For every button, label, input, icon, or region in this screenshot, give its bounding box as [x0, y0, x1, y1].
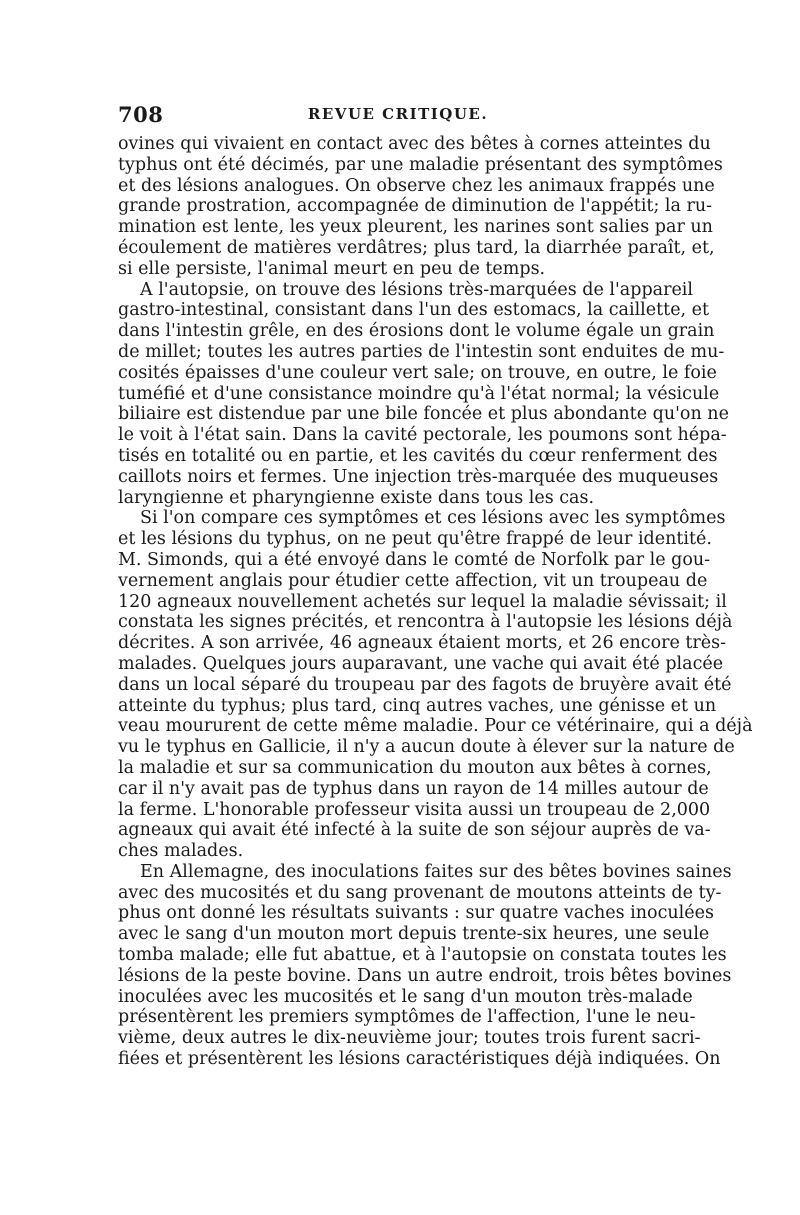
text-line: avec des mucosités et du sang provenant de moutons atteints de ty-: [118, 882, 722, 903]
text-line: tuméfié et d'une consistance moindre qu'à l'état normal; la vésicule: [118, 383, 720, 404]
text-line: si elle persiste, l'animal meurt en peu de temps.: [118, 258, 546, 279]
text-line: fiées et présentèrent les lésions caractéristiques déjà indiquées. On: [118, 1049, 721, 1070]
text-line: cosités épaisses d'une couleur vert sale; on trouve, en outre, le foie: [118, 362, 717, 383]
text-line: ovines qui vivaient en contact avec des bêtes à cornes atteintes du: [118, 134, 711, 154]
text-line: atteinte du typhus; plus tard, cinq autres vaches, une génisse et un: [118, 695, 717, 716]
text-line: dans un local séparé du troupeau par des fagots de bruyère avait été: [118, 674, 732, 695]
text-line: la ferme. L'honorable professeur visita aussi un troupeau de 2,000: [118, 799, 711, 820]
text-line: En Allemagne, des inoculations faites sur des bêtes bovines saines: [140, 861, 732, 882]
text-line: typhus ont été décimés, par une maladie présentant des symptômes: [118, 154, 723, 175]
text-line: phus ont donné les résultats suivants : sur quatre vaches inoculées: [118, 903, 714, 924]
text-line: ches malades.: [118, 841, 244, 862]
text-line: grande prostration, accompagnée de diminution de l'appétit; la ru-: [118, 196, 713, 217]
page-number: 708: [118, 102, 164, 127]
text-line: malades. Quelques jours auparavant, une vache qui avait été placée: [118, 653, 724, 674]
text-line: vu le typhus en Gallicie, il n'y a aucun doute à élever sur la nature de: [118, 737, 735, 758]
text-line: dans l'intestin grêle, en des érosions dont le volume égale un grain: [118, 321, 715, 342]
text-line: 120 agneaux nouvellement achetés sur lequel la maladie sévissait; il: [118, 591, 727, 612]
text-line: laryngienne et pharyngienne existe dans tous les cas.: [118, 487, 595, 508]
text-line: M. Simonds, qui a été envoyé dans le comté de Norfolk par le gou-: [118, 549, 711, 570]
text-line: vième, deux autres le dix-neuvième jour; toutes trois furent sacri-: [118, 1028, 701, 1049]
text-line: tomba malade; elle fut abattue, et à l'autopsie on constata toutes les: [118, 945, 727, 966]
text-line: avec le sang d'un mouton mort depuis trente-six heures, une seule: [118, 924, 710, 945]
text-line: lésions de la peste bovine. Dans un autre endroit, trois bêtes bovines: [118, 965, 732, 986]
text-line: mination est lente, les yeux pleurent, les narines sont salies par un: [118, 217, 713, 238]
text-line: Si l'on compare ces symptômes et ces lésions avec les symptômes: [140, 508, 726, 529]
page-header: [118, 102, 678, 132]
text-line: décrites. A son arrivée, 46 agneaux étaient morts, et 26 encore très-: [118, 633, 727, 654]
text-line: veau moururent de cette même maladie. Pour ce vétérinaire, qui a déjà: [118, 716, 753, 737]
text-line: biliaire est distendue par une bile foncée et plus abondante qu'on ne: [118, 404, 729, 425]
text-line: caillots noirs et fermes. Une injection très-marquée des muqueuses: [118, 466, 719, 487]
text-line: tisés en totalité ou en partie, et les cavités du cœur renferment des: [118, 445, 718, 466]
text-line: A l'autopsie, on trouve des lésions très-marquées de l'appareil: [140, 279, 693, 300]
running-head: REVUE CRITIQUE.: [307, 105, 489, 123]
text-line: agneaux qui avait été infecté à la suite de son séjour auprès de va-: [118, 820, 711, 841]
text-line: le voit à l'état sain. Dans la cavité pectorale, les poumons sont hépa-: [118, 425, 727, 446]
text-line: car il n'y avait pas de typhus dans un rayon de 14 milles autour de: [118, 778, 709, 799]
text-line: la maladie et sur sa communication du mouton aux bêtes à cornes,: [118, 757, 712, 778]
text-line: écoulement de matières verdâtres; plus tard, la diarrhée paraît, et,: [118, 237, 715, 258]
text-line: de millet; toutes les autres parties de l'intestin sont enduites de mu-: [118, 341, 725, 362]
body-text: [118, 134, 753, 1070]
text-line: et des lésions analogues. On observe chez les animaux frappés une: [118, 175, 715, 196]
text-line: inoculées avec les mucosités et le sang d'un mouton très-malade: [118, 986, 693, 1007]
text-line: constata les signes précités, et rencontra à l'autopsie les lésions déjà: [118, 612, 733, 633]
text-line: et les lésions du typhus, on ne peut qu'être frappé de leur identité.: [118, 529, 712, 550]
text-line: vernement anglais pour étudier cette affection, vit un troupeau de: [118, 570, 708, 591]
text-line: présentèrent les premiers symptômes de l'affection, l'une le neu-: [118, 1007, 696, 1028]
text-line: gastro-intestinal, consistant dans l'un des estomacs, la caillette, et: [118, 300, 710, 321]
